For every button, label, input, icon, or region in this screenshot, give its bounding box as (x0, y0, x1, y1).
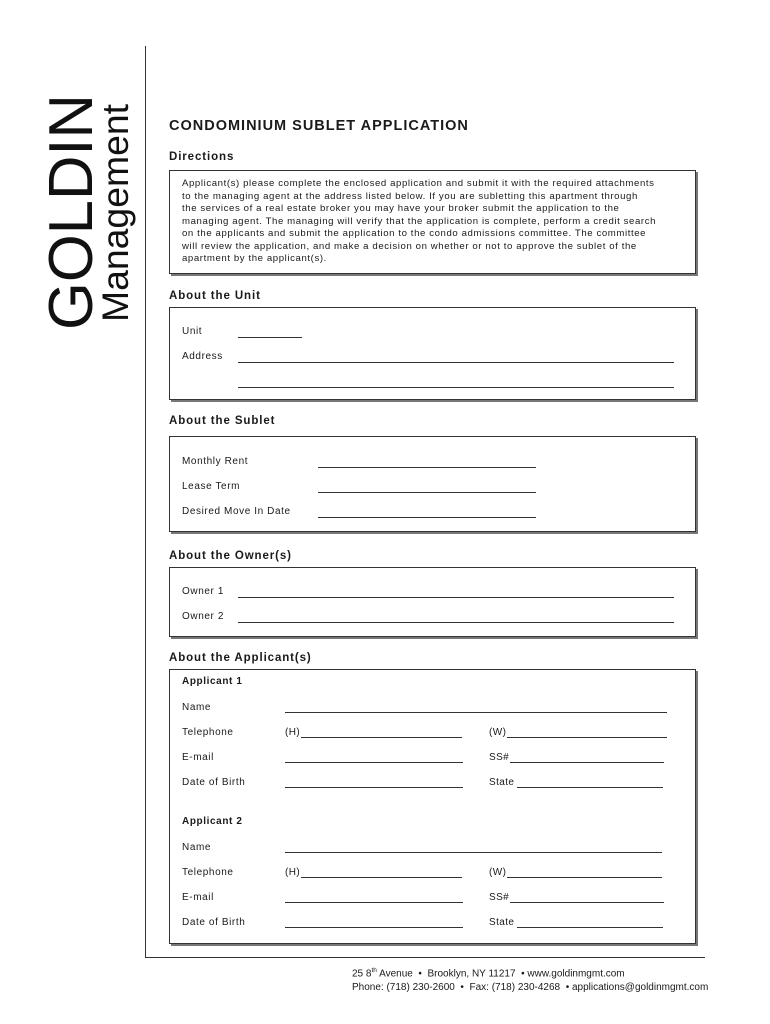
footer-email-link[interactable]: applications@goldinmgmt.com (571, 981, 709, 993)
applicant1-state-field[interactable] (517, 787, 663, 788)
footer-street-name: Avenue (376, 968, 413, 980)
applicant2-home-phone-field[interactable] (301, 877, 462, 878)
applicant2-email-field[interactable] (285, 902, 463, 903)
applicant1-home-phone-field[interactable] (301, 737, 462, 738)
lease-term-label: Lease Term (182, 481, 241, 492)
directions-line: the services of a real estate broker you may have your broker submit the application to the (182, 203, 620, 214)
footer-contact (352, 964, 708, 994)
applicant2-telephone-label: Telephone (182, 867, 234, 878)
applicant2-email-label: E-mail (182, 892, 214, 903)
form-title: CONDOMINIUM SUBLET APPLICATION (169, 118, 469, 134)
unit-field[interactable] (238, 337, 302, 338)
owner2-label: Owner 2 (182, 611, 224, 622)
monthly-rent-field[interactable] (318, 467, 536, 468)
applicant1-dob-field[interactable] (285, 787, 463, 788)
applicant2-state-field[interactable] (517, 927, 663, 928)
applicant1-dob-label: Date of Birth (182, 777, 246, 788)
applicant1-heading: Applicant 1 (182, 676, 243, 687)
logo-goldin: GOLDIN (37, 92, 106, 330)
lease-term-field[interactable] (318, 492, 536, 493)
applicant1-name-field[interactable] (285, 712, 667, 713)
applicant1-work-prefix: (W) (489, 727, 507, 738)
directions-line: managing agent. The managing will verify that the application is complete, perform a credit search (182, 215, 657, 227)
move-in-date-field[interactable] (318, 517, 536, 518)
applicant1-ss-prefix: SS# (489, 752, 510, 763)
unit-label: Unit (182, 326, 203, 337)
bullet-icon: • (565, 981, 570, 993)
address-label: Address (182, 351, 223, 362)
applicant2-dob-label: Date of Birth (182, 917, 246, 928)
applicant2-state-prefix: State (489, 917, 515, 928)
owner2-field[interactable] (238, 622, 674, 623)
footer-phone: Phone: (718) 230-2600 (352, 981, 455, 993)
footer-city: Brooklyn, NY 11217 (427, 968, 516, 980)
applicant1-telephone-label: Telephone (182, 727, 234, 738)
logo-management: Management (95, 106, 136, 322)
sublet-box (169, 436, 696, 532)
directions-text (182, 178, 682, 266)
applicant2-work-prefix: (W) (489, 867, 507, 878)
footer-fax: Fax: (718) 230-4268 (469, 981, 561, 993)
directions-line: will review the application, and make a decision on whether or not to approve the sublet of the (182, 240, 637, 252)
applicants-box (169, 669, 696, 944)
applicant1-name-label: Name (182, 702, 212, 713)
applicant1-state-prefix: State (489, 777, 515, 788)
footer-rule (145, 957, 705, 958)
footer-line-1 (352, 964, 708, 981)
applicant1-work-phone-field[interactable] (507, 737, 667, 738)
owner1-label: Owner 1 (182, 586, 224, 597)
applicant2-name-label: Name (182, 842, 212, 853)
applicant2-work-phone-field[interactable] (507, 877, 662, 878)
owners-box (169, 567, 696, 637)
applicant1-ss-field[interactable] (510, 762, 664, 763)
owners-heading: About the Owner(s) (169, 550, 292, 562)
directions-line: Applicant(s) please complete the enclosed application and submit it with the required attachments (182, 178, 655, 189)
applicant2-ss-field[interactable] (510, 902, 664, 903)
footer-street-suffix: th (371, 967, 377, 974)
sublet-heading: About the Sublet (169, 415, 276, 427)
applicant2-ss-prefix: SS# (489, 892, 510, 903)
applicant1-email-label: E-mail (182, 752, 214, 763)
applicant2-heading: Applicant 2 (182, 816, 243, 827)
applicants-heading: About the Applicant(s) (169, 652, 312, 664)
unit-heading: About the Unit (169, 290, 261, 302)
applicant2-home-prefix: (H) (285, 867, 301, 878)
footer-street-number: 25 8 (352, 968, 372, 980)
vertical-rule (145, 46, 146, 958)
directions-line: on the applicants and submit the application to the condo admissions committee. The committee (182, 228, 647, 239)
address-field-line-2[interactable] (238, 387, 674, 388)
applicant2-dob-field[interactable] (285, 927, 463, 928)
address-field-line-1[interactable] (238, 362, 674, 363)
bullet-icon: • (521, 968, 525, 980)
applicant1-home-prefix: (H) (285, 727, 301, 738)
footer-line-2 (352, 981, 708, 995)
owner1-field[interactable] (238, 597, 674, 598)
monthly-rent-label: Monthly Rent (182, 456, 249, 467)
directions-heading: Directions (169, 151, 235, 163)
move-in-date-label: Desired Move In Date (182, 506, 291, 517)
applicant1-email-field[interactable] (285, 762, 463, 763)
footer-website-link[interactable]: www.goldinmgmt.com (527, 968, 625, 980)
unit-box (169, 307, 696, 400)
bullet-icon: • (418, 968, 422, 980)
directions-box (169, 170, 696, 274)
applicant2-name-field[interactable] (285, 852, 662, 853)
directions-line: to the managing agent at the address listed below. If you are subletting this apartment through (182, 190, 638, 202)
goldin-logo (0, 0, 145, 400)
bullet-icon: • (460, 981, 464, 993)
directions-line: apartment by the applicant(s). (182, 253, 327, 264)
